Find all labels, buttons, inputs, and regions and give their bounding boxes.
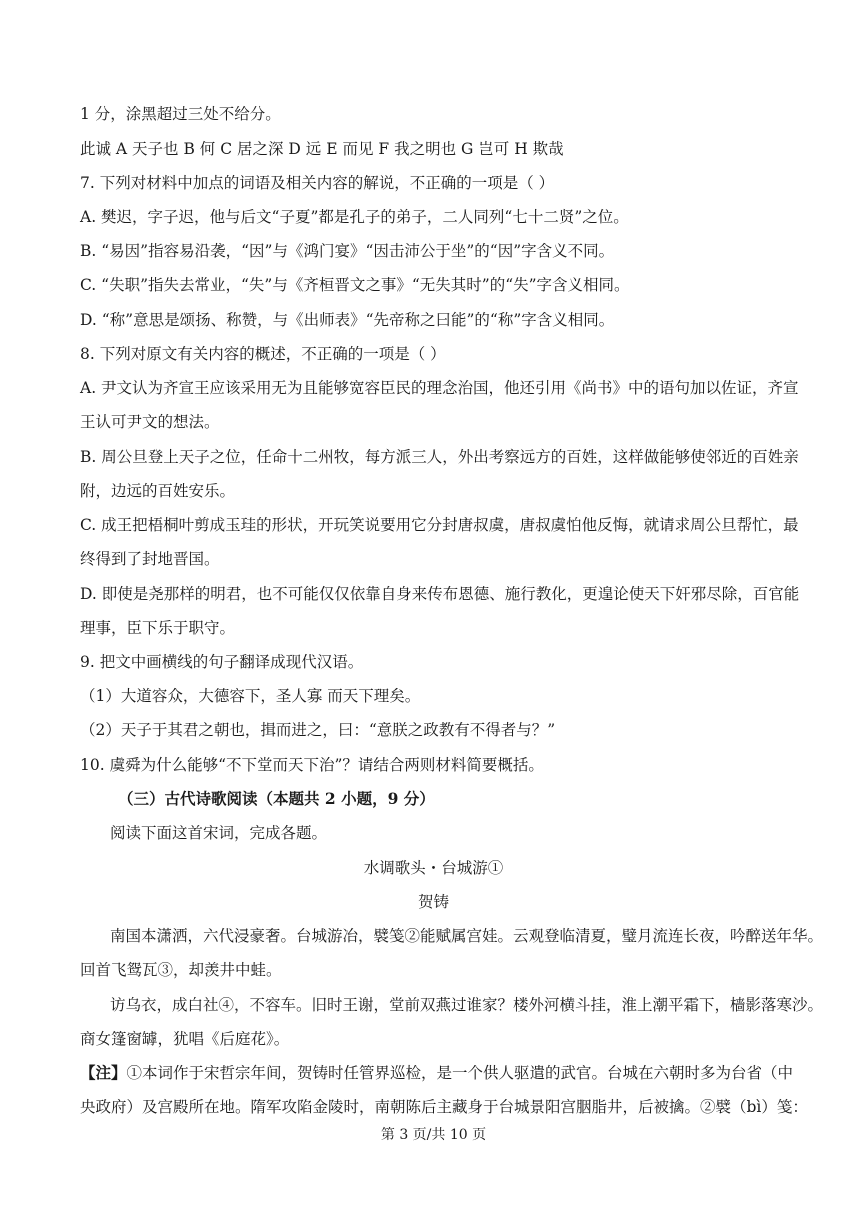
poem-author: 贺铸	[417, 893, 449, 911]
option-a: A. 尹文认为齐宣王应该采用无为且能够宽容臣民的理念治国，他还引用《尚书》中的语句加以佐证，齐宣	[80, 379, 799, 397]
note-line: 央政府）及宫殿所在地。隋军攻陷金陵时，南朝陈后主藏身于台城景阳宫胭脂井，后被擒。②襞（bì）笺：	[80, 1098, 808, 1116]
option-c-cont: 终得到了封地晋国。	[80, 550, 220, 568]
question-9: 9. 把文中画横线的句子翻译成现代汉语。	[80, 653, 364, 671]
option-c: C. “失职”指失去常业，“失”与《齐桓晋文之事》“无失其时”的“失”字含义相同。	[80, 276, 630, 294]
question-8: 8. 下列对原文有关内容的概述，不正确的一项是（ ）	[80, 345, 446, 363]
question-7: 7. 下列对材料中加点的词语及相关内容的解说，不正确的一项是（ ）	[80, 174, 555, 192]
section-title: （三）古代诗歌阅读（本题共 2 小题，9 分）	[118, 789, 435, 808]
poem-line: 南国本潇洒，六代浸豪奢。台城游冶，襞笺②能赋属宫娃。云观登临清夏，璧月流连长夜，吟醉送年华。	[110, 927, 824, 945]
note-text: ①本词作于宋哲宗年间，贺铸时任管界巡检，是一个供人驱遣的武官。台城在六朝时多为台省（中	[126, 1064, 794, 1082]
option-d: D. “称”意思是颂扬、称赞，与《出师表》“先帝称之曰能”的“称”字含义相同。	[80, 311, 615, 329]
option-b-cont: 附，边远的百姓安乐。	[80, 482, 236, 500]
poem-title: 水调歌头・台城游①	[363, 859, 504, 877]
option-a: A. 樊迟，字子迟，他与后文“子夏”都是孔子的弟子，二人同列“七十二贤”之位。	[80, 208, 629, 226]
question-10: 10. 虞舜为什么能够“不下堂而天下治”？请结合两则材料简要概括。	[80, 756, 544, 774]
option-c: C. 成王把梧桐叶剪成玉珪的形状，开玩笑说要用它分封唐叔虞，唐叔虞怕他反悔，就请求周公旦帮忙，最	[80, 516, 799, 534]
poem-line: 回首飞鸳瓦③，却羡井中蛙。	[80, 961, 282, 979]
poem-line: 访乌衣，成白社④，不容车。旧时王谢，堂前双燕过谁家？楼外河横斗挂，淮上潮平霜下，樯影落寒沙。	[110, 996, 824, 1014]
question-9-2: （2）天子于其君之朝也，揖而进之，曰：“意朕之政教有不得者与？”	[80, 721, 556, 739]
page-footer: 第 3 页/共 10 页	[380, 1127, 487, 1143]
instruction: 阅读下面这首宋词，完成各题。	[110, 824, 328, 842]
text-line: 1 分，涂黑超过三处不给分。	[80, 105, 281, 123]
option-b: B. 周公旦登上天子之位，任命十二州牧，每方派三人，外出考察远方的百姓，这样做能够使邻近的百姓亲	[80, 448, 799, 466]
option-d-cont: 理事，臣下乐于职守。	[80, 619, 236, 637]
option-a-cont: 王认可尹文的想法。	[80, 413, 220, 431]
note-label: 【注】	[80, 1063, 127, 1082]
poem-line: 商女篷窗罅，犹唱《后庭花》。	[80, 1030, 290, 1048]
note-line	[80, 1062, 792, 1084]
text-line: 此诚 A 天子也 B 何 C 居之深 D 远 E 而见 F 我之明也 G 岂可 H 欺哉	[80, 140, 564, 158]
question-9-1: （1）大道容众，大德容下，圣人寡 而天下理矣。	[80, 687, 421, 705]
option-d: D. 即使是尧那样的明君，也不可能仅仅依靠自身来传布恩德、施行教化，更遑论使天下奸邪尽除，百官能	[80, 585, 800, 603]
option-b: B. “易因”指容易沿袭，“因”与《鸿门宴》“因击沛公于坐”的“因”字含义不同。	[80, 242, 615, 260]
